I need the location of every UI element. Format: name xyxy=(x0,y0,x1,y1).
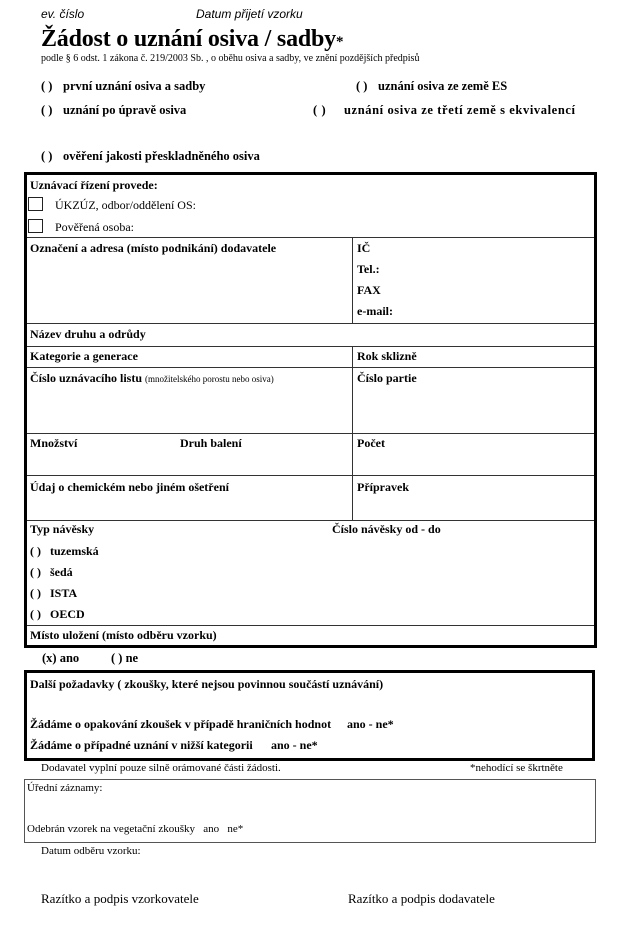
divider xyxy=(27,433,594,434)
ukzuz-checkbox[interactable] xyxy=(28,197,43,211)
divider xyxy=(352,433,353,520)
navesky-option-seda[interactable] xyxy=(30,565,73,580)
poverena-osoba-checkbox[interactable] xyxy=(28,219,43,233)
rok-sklizne-label: Rok sklizně xyxy=(357,349,417,363)
option-mark: ( ) xyxy=(41,103,53,117)
navesky-option-ista[interactable] xyxy=(30,586,77,601)
misto-ulozeni-label: Místo uložení (místo odběru vzorku) xyxy=(30,628,217,642)
option-label: uznání osiva ze třetí země s ekvivalencí xyxy=(344,103,576,117)
razitko-vzorkovatele: Razítko a podpis vzorkovatele xyxy=(41,891,199,906)
odebran-vzorek-label xyxy=(27,823,243,835)
divider xyxy=(27,367,594,368)
ev-cislo-label: ev. číslo xyxy=(41,7,85,21)
title-star: * xyxy=(335,34,344,50)
datum-prijeti-label: Datum přijetí vzorku xyxy=(196,7,303,21)
option-uznani-zeme-es[interactable] xyxy=(356,79,507,94)
dalsi-pozadavky-label: Další požadavky ( zkoušky, které nejsou povinnou součástí uznávání) xyxy=(30,677,384,691)
ukzuz-label: ÚKZÚZ, odbor/oddělení OS: xyxy=(55,198,196,212)
divider xyxy=(352,237,353,323)
option-prvni-uznani[interactable] xyxy=(41,79,205,94)
page-title xyxy=(41,26,343,53)
option-label: tuzemská xyxy=(50,544,99,558)
odebran-vzorek-value: ano ne* xyxy=(203,823,244,835)
udaj-osetreni-label: Údaj o chemickém nebo jiném ošetření xyxy=(30,480,229,494)
option-label: první uznání osiva a sadby xyxy=(63,79,206,93)
option-mark: ( ) xyxy=(30,544,41,558)
nazev-druhu-label: Název druhu a odrůdy xyxy=(30,327,146,341)
ne-option[interactable]: ( ) ne xyxy=(111,651,139,665)
option-overeni-jakosti[interactable] xyxy=(41,149,260,164)
navesky-option-oecd[interactable] xyxy=(30,607,85,622)
divider xyxy=(27,346,594,347)
dodavatel-note: Dodavatel vyplní pouze silně orámované části žádosti. xyxy=(41,762,281,774)
strike-note: *nehodící se škrtněte xyxy=(470,762,563,774)
cislo-uzn-listu-label xyxy=(30,371,274,386)
option-mark: ( ) xyxy=(313,103,327,117)
druh-baleni-label: Druh balení xyxy=(180,436,242,450)
typ-navesky-label: Typ návěsky xyxy=(30,522,95,536)
nizsi-kategorie-label: Žádáme o případné uznání v nižší kategorii xyxy=(30,738,253,752)
kategorie-label: Kategorie a generace xyxy=(30,349,138,363)
cislo-uzn-listu-note: (množitelského porostu nebo osiva) xyxy=(145,374,274,384)
title-text: Žádost o uznání osiva / sadby xyxy=(41,26,336,52)
option-uznani-po-uprave[interactable] xyxy=(41,103,186,118)
cislo-uzn-listu-text: Číslo uznávacího listu xyxy=(30,371,143,385)
ic-label: IČ xyxy=(357,241,371,255)
option-mark: ( ) xyxy=(30,565,41,579)
option-mark: ( ) xyxy=(30,607,41,621)
option-label: uznání osiva ze země ES xyxy=(378,79,508,93)
option-label: šedá xyxy=(50,565,73,579)
pripravek-label: Přípravek xyxy=(357,480,409,494)
ano-option[interactable]: (x) ano xyxy=(42,651,80,665)
option-label: uznání po úpravě osiva xyxy=(63,103,187,117)
tel-label: Tel.: xyxy=(357,262,380,276)
divider xyxy=(27,625,594,626)
cislo-partie-label: Číslo partie xyxy=(357,371,417,385)
option-mark: ( ) xyxy=(41,79,53,93)
option-label: OECD xyxy=(50,607,85,621)
email-label: e-mail: xyxy=(357,304,393,318)
uznavaci-rizeni-label: Uznávací řízení provede: xyxy=(30,178,158,192)
nizsi-kategorie-value[interactable]: ano - ne* xyxy=(271,738,318,752)
divider xyxy=(352,346,353,433)
divider xyxy=(27,237,594,238)
option-mark: ( ) xyxy=(41,149,53,163)
option-label: ověření jakosti přeskladněného osiva xyxy=(63,149,260,163)
divider xyxy=(27,475,594,476)
cislo-navesky-label: Číslo návěsky od - do xyxy=(332,522,441,536)
pocet-label: Počet xyxy=(357,436,385,450)
divider xyxy=(27,520,594,521)
additional-requirements-box xyxy=(24,670,595,761)
option-mark: ( ) xyxy=(30,586,41,600)
option-uznani-treti-zeme[interactable] xyxy=(313,103,576,118)
razitko-dodavatele: Razítko a podpis dodavatele xyxy=(348,891,495,906)
opakovani-label: Žádáme o opakování zkoušek v případě hraničních hodnot xyxy=(30,717,332,731)
uredni-zaznamy-label: Úřední záznamy: xyxy=(27,782,103,794)
opakovani-value[interactable]: ano - ne* xyxy=(347,717,394,731)
navesky-option-tuzemska[interactable] xyxy=(30,544,99,559)
divider xyxy=(27,323,594,324)
subtitle: podle § 6 odst. 1 zákona č. 219/2003 Sb. , o oběhu osiva a sadby, ve znění pozdějších předpisů xyxy=(41,53,420,64)
supplier-form-box xyxy=(24,172,597,648)
fax-label: FAX xyxy=(357,283,381,297)
option-label: ISTA xyxy=(50,586,78,600)
option-mark: ( ) xyxy=(356,79,368,93)
mnozstvi-label: Množství xyxy=(30,436,78,450)
odebran-vzorek-text: Odebrán vzorek na vegetační zkoušky xyxy=(27,823,195,835)
official-records-box xyxy=(24,779,596,843)
poverena-osoba-label: Pověřená osoba: xyxy=(55,220,134,234)
datum-odberu-label: Datum odběru vzorku: xyxy=(41,845,141,857)
dodavatel-label: Označení a adresa (místo podnikání) dodavatele xyxy=(30,241,277,255)
